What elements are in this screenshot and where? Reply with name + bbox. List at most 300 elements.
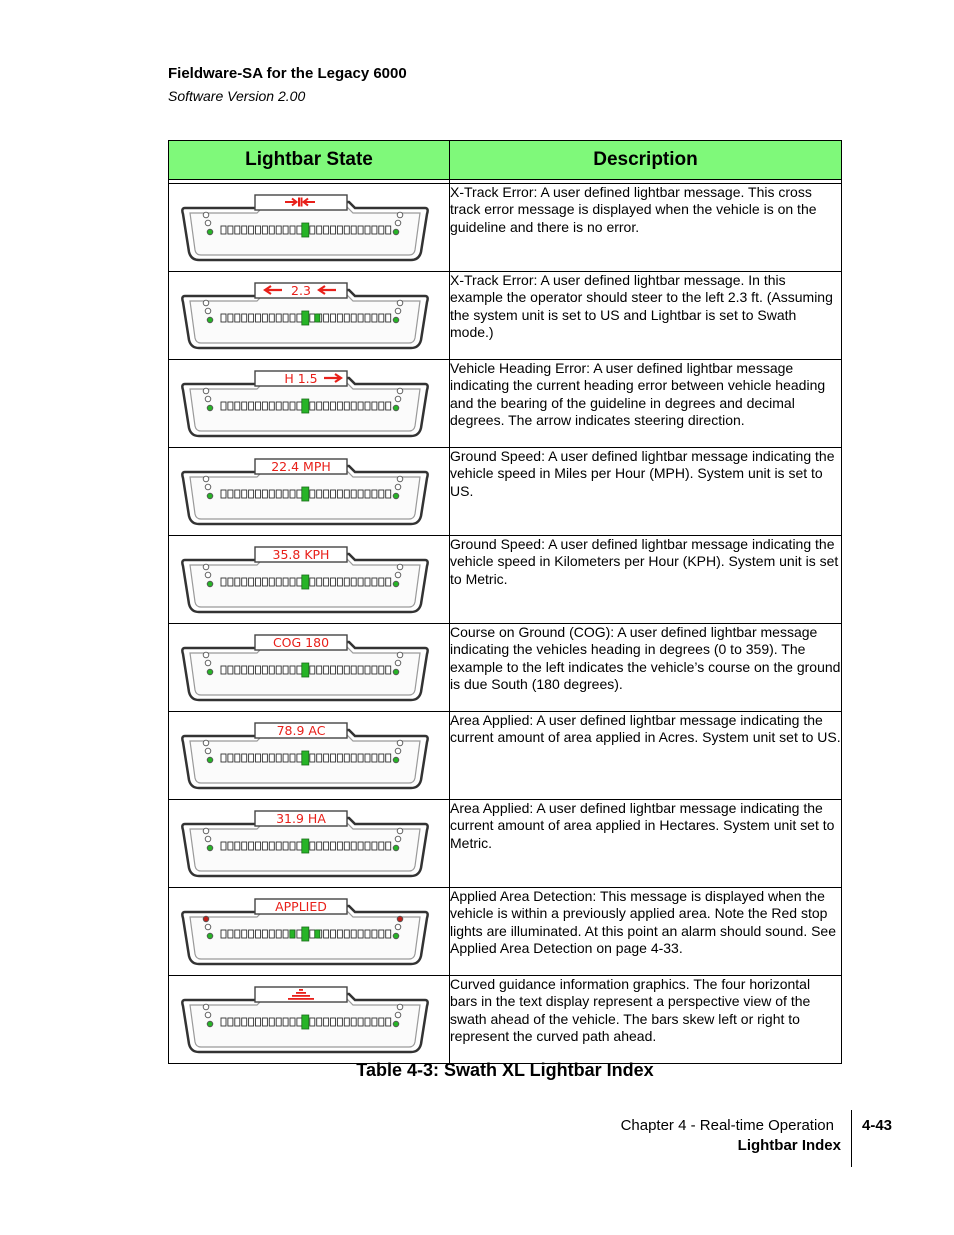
led-lit-left bbox=[290, 930, 295, 938]
led-segment bbox=[351, 226, 356, 234]
description-cell: Ground Speed: A user defined lightbar message indicating the vehicle speed in Kilometers per Hour (KPH). System unit is set to Metric. bbox=[450, 536, 842, 624]
led-segment bbox=[235, 842, 240, 850]
led-segment bbox=[358, 578, 363, 586]
left-green-indicator bbox=[207, 933, 213, 939]
led-segment bbox=[358, 842, 363, 850]
led-segment bbox=[386, 842, 391, 850]
right-stop-light bbox=[397, 1004, 403, 1010]
led-segment bbox=[256, 930, 261, 938]
led-segment bbox=[235, 930, 240, 938]
description-cell: Ground Speed: A user defined lightbar message indicating the vehicle speed in Miles per Hour (MPH). System unit is set to US. bbox=[450, 448, 842, 536]
center-led bbox=[302, 311, 309, 325]
left-green-indicator bbox=[207, 317, 213, 323]
lightbar-graphic bbox=[181, 456, 429, 528]
led-segment bbox=[283, 666, 288, 674]
software-version: Software Version 2.00 bbox=[168, 88, 306, 104]
lightbar-state-cell bbox=[169, 360, 450, 448]
led-segment bbox=[262, 1018, 267, 1026]
led-segment bbox=[269, 930, 274, 938]
left-stop-light bbox=[203, 916, 209, 922]
led-segment bbox=[344, 402, 349, 410]
led-segment bbox=[379, 1018, 384, 1026]
led-segment bbox=[365, 314, 370, 322]
led-segment bbox=[228, 226, 233, 234]
led-segment bbox=[262, 754, 267, 762]
left-stop-light bbox=[203, 652, 209, 658]
led-segment bbox=[297, 578, 302, 586]
led-segment bbox=[283, 402, 288, 410]
led-segment bbox=[249, 402, 254, 410]
left-green-indicator bbox=[207, 229, 213, 235]
column-header-description: Description bbox=[450, 141, 842, 180]
led-segment bbox=[379, 226, 384, 234]
left-stop-light bbox=[203, 476, 209, 482]
led-segment bbox=[310, 842, 315, 850]
led-segment bbox=[290, 666, 295, 674]
led-segment bbox=[269, 666, 274, 674]
led-segment bbox=[379, 754, 384, 762]
led-segment bbox=[262, 314, 267, 322]
led-segment bbox=[331, 402, 336, 410]
left-indicator bbox=[205, 220, 211, 226]
left-stop-light bbox=[203, 212, 209, 218]
description-cell: Curved guidance information graphics. The four horizontal bars in the text display represent a perspective view of the swath ahead of the vehicle. The bars skew left or right to represent the curved path ahead. bbox=[450, 976, 842, 1064]
led-segment bbox=[283, 226, 288, 234]
table-row bbox=[169, 184, 842, 272]
led-segment bbox=[256, 402, 261, 410]
led-segment bbox=[344, 314, 349, 322]
led-segment bbox=[351, 402, 356, 410]
left-stop-light bbox=[203, 828, 209, 834]
led-segment bbox=[386, 314, 391, 322]
table-row bbox=[169, 360, 842, 448]
led-segment bbox=[269, 1018, 274, 1026]
led-segment bbox=[290, 314, 295, 322]
led-segment bbox=[365, 402, 370, 410]
right-stop-light bbox=[397, 564, 403, 570]
table-row bbox=[169, 536, 842, 624]
led-segment bbox=[386, 930, 391, 938]
left-green-indicator bbox=[207, 669, 213, 675]
led-segment bbox=[262, 578, 267, 586]
led-segment bbox=[283, 578, 288, 586]
led-segment bbox=[283, 754, 288, 762]
table-row bbox=[169, 888, 842, 976]
led-segment bbox=[324, 490, 329, 498]
led-segment bbox=[372, 666, 377, 674]
led-segment bbox=[337, 842, 342, 850]
led-segment bbox=[351, 754, 356, 762]
led-segment bbox=[358, 314, 363, 322]
led-segment bbox=[249, 666, 254, 674]
led-segment bbox=[276, 666, 281, 674]
led-segment bbox=[297, 490, 302, 498]
description-cell: X-Track Error: A user defined lightbar message. In this example the operator should steer to the left 2.3 ft. (Assuming the system unit is set to US and Lightbar is set to Swath mode.) bbox=[450, 272, 842, 360]
led-segment bbox=[337, 314, 342, 322]
led-segment bbox=[262, 842, 267, 850]
led-segment bbox=[249, 1018, 254, 1026]
led-segment bbox=[337, 226, 342, 234]
led-segment bbox=[317, 1018, 322, 1026]
lightbar-display-text: COG 180 bbox=[272, 635, 330, 650]
led-segment bbox=[262, 402, 267, 410]
table-row bbox=[169, 976, 842, 1064]
lightbar-graphic bbox=[181, 544, 429, 616]
led-segment bbox=[372, 578, 377, 586]
left-stop-light bbox=[203, 564, 209, 570]
left-indicator bbox=[205, 836, 211, 842]
left-indicator bbox=[205, 924, 211, 930]
led-segment bbox=[337, 402, 342, 410]
led-segment bbox=[221, 842, 226, 850]
led-segment bbox=[276, 842, 281, 850]
lightbar-state-cell bbox=[169, 800, 450, 888]
right-stop-light bbox=[397, 300, 403, 306]
led-segment bbox=[297, 842, 302, 850]
led-segment bbox=[221, 402, 226, 410]
led-segment bbox=[269, 754, 274, 762]
description-cell: Area Applied: A user defined lightbar message indicating the current amount of area applied in Acres. System unit set to US. bbox=[450, 712, 842, 800]
lightbar-graphic bbox=[181, 808, 429, 880]
led-segment bbox=[324, 226, 329, 234]
right-stop-light bbox=[397, 916, 403, 922]
led-segment bbox=[310, 490, 315, 498]
led-segment bbox=[242, 402, 247, 410]
lightbar-display-text: 22.4 MPH bbox=[271, 459, 331, 474]
table-row bbox=[169, 272, 842, 360]
left-green-indicator bbox=[207, 493, 213, 499]
led-segment bbox=[365, 930, 370, 938]
led-segment bbox=[331, 666, 336, 674]
lightbar-display-text: 78.9 AC bbox=[276, 723, 326, 738]
left-green-indicator bbox=[207, 757, 213, 763]
table-row bbox=[169, 712, 842, 800]
led-segment bbox=[351, 578, 356, 586]
lightbar-index-table bbox=[168, 140, 842, 1064]
led-segment bbox=[358, 666, 363, 674]
lightbar-state-cell bbox=[169, 624, 450, 712]
led-segment bbox=[317, 666, 322, 674]
led-segment bbox=[331, 1018, 336, 1026]
led-lit-right bbox=[315, 930, 320, 938]
right-green-indicator bbox=[393, 317, 399, 323]
center-led bbox=[302, 223, 309, 237]
led-segment bbox=[344, 842, 349, 850]
left-stop-light bbox=[203, 1004, 209, 1010]
led-segment bbox=[379, 578, 384, 586]
led-segment bbox=[256, 226, 261, 234]
table-row bbox=[169, 448, 842, 536]
led-segment bbox=[221, 226, 226, 234]
led-segment bbox=[365, 754, 370, 762]
led-segment bbox=[269, 490, 274, 498]
right-indicator bbox=[395, 572, 401, 578]
led-segment bbox=[269, 578, 274, 586]
led-segment bbox=[235, 666, 240, 674]
led-segment bbox=[221, 930, 226, 938]
led-segment bbox=[249, 226, 254, 234]
right-indicator bbox=[395, 396, 401, 402]
led-segment bbox=[324, 1018, 329, 1026]
led-segment bbox=[269, 314, 274, 322]
led-segment bbox=[297, 314, 302, 322]
led-segment bbox=[344, 578, 349, 586]
lightbar-graphic bbox=[181, 984, 429, 1056]
led-segment bbox=[242, 930, 247, 938]
led-segment bbox=[365, 666, 370, 674]
led-segment bbox=[283, 842, 288, 850]
led-segment bbox=[344, 490, 349, 498]
lightbar-display-text: H 1.5 bbox=[284, 371, 318, 386]
led-segment bbox=[249, 490, 254, 498]
page-number: 4-43 bbox=[862, 1117, 893, 1134]
led-segment bbox=[344, 1018, 349, 1026]
led-segment bbox=[386, 754, 391, 762]
led-segment bbox=[276, 754, 281, 762]
led-segment bbox=[331, 842, 336, 850]
led-segment bbox=[249, 930, 254, 938]
led-segment bbox=[256, 754, 261, 762]
led-segment bbox=[386, 490, 391, 498]
led-segment bbox=[310, 314, 315, 322]
led-segment bbox=[276, 930, 281, 938]
led-segment bbox=[262, 490, 267, 498]
center-led bbox=[302, 751, 309, 765]
led-segment bbox=[235, 490, 240, 498]
led-segment bbox=[337, 666, 342, 674]
lightbar-display-text: 2.3 bbox=[291, 283, 311, 298]
led-segment bbox=[249, 842, 254, 850]
led-segment bbox=[386, 578, 391, 586]
right-indicator bbox=[395, 924, 401, 930]
led-segment bbox=[344, 666, 349, 674]
led-segment bbox=[228, 490, 233, 498]
lightbar-graphic bbox=[181, 896, 429, 968]
right-green-indicator bbox=[393, 581, 399, 587]
led-segment bbox=[297, 402, 302, 410]
center-led bbox=[302, 839, 309, 853]
led-segment bbox=[256, 578, 261, 586]
center-led bbox=[302, 927, 309, 941]
led-segment bbox=[310, 402, 315, 410]
right-green-indicator bbox=[393, 933, 399, 939]
led-segment bbox=[290, 754, 295, 762]
footer-chapter: Chapter 4 - Real-time Operation bbox=[620, 1117, 834, 1134]
led-segment bbox=[242, 754, 247, 762]
led-segment bbox=[290, 226, 295, 234]
right-green-indicator bbox=[393, 845, 399, 851]
led-segment bbox=[269, 842, 274, 850]
led-segment bbox=[351, 314, 356, 322]
led-segment bbox=[351, 490, 356, 498]
led-segment bbox=[310, 578, 315, 586]
description-cell: X-Track Error: A user defined lightbar message. This cross track error message is displayed when the vehicle is on the guideline and there is no error. bbox=[450, 184, 842, 272]
column-header-state: Lightbar State bbox=[169, 141, 450, 180]
led-segment bbox=[242, 578, 247, 586]
left-indicator bbox=[205, 1012, 211, 1018]
led-segment bbox=[344, 930, 349, 938]
led-segment bbox=[297, 226, 302, 234]
right-green-indicator bbox=[393, 405, 399, 411]
lightbar-graphic bbox=[181, 720, 429, 792]
led-segment bbox=[351, 666, 356, 674]
left-green-indicator bbox=[207, 845, 213, 851]
led-segment bbox=[242, 842, 247, 850]
left-indicator bbox=[205, 308, 211, 314]
right-indicator bbox=[395, 660, 401, 666]
led-segment bbox=[262, 226, 267, 234]
led-segment bbox=[337, 1018, 342, 1026]
led-segment bbox=[310, 930, 315, 938]
led-segment bbox=[297, 754, 302, 762]
led-segment bbox=[324, 402, 329, 410]
led-segment bbox=[324, 314, 329, 322]
right-green-indicator bbox=[393, 493, 399, 499]
center-led bbox=[302, 399, 309, 413]
led-segment bbox=[242, 666, 247, 674]
lightbar-graphic bbox=[181, 632, 429, 704]
lightbar-state-cell bbox=[169, 888, 450, 976]
led-segment bbox=[228, 578, 233, 586]
led-segment bbox=[358, 1018, 363, 1026]
center-led bbox=[302, 487, 309, 501]
right-stop-light bbox=[397, 212, 403, 218]
led-segment bbox=[290, 402, 295, 410]
led-segment bbox=[297, 930, 302, 938]
left-indicator bbox=[205, 396, 211, 402]
led-segment bbox=[235, 402, 240, 410]
led-segment bbox=[386, 226, 391, 234]
left-indicator bbox=[205, 660, 211, 666]
left-indicator bbox=[205, 572, 211, 578]
led-segment bbox=[276, 314, 281, 322]
led-segment bbox=[256, 666, 261, 674]
led-segment bbox=[290, 842, 295, 850]
led-segment bbox=[283, 314, 288, 322]
led-segment bbox=[379, 402, 384, 410]
right-stop-light bbox=[397, 388, 403, 394]
center-led bbox=[302, 663, 309, 677]
led-segment bbox=[310, 226, 315, 234]
left-stop-light bbox=[203, 388, 209, 394]
led-segment bbox=[276, 490, 281, 498]
led-segment bbox=[317, 842, 322, 850]
lightbar-state-cell bbox=[169, 536, 450, 624]
table-caption: Table 4-3: Swath XL Lightbar Index bbox=[356, 1060, 654, 1080]
led-segment bbox=[228, 314, 233, 322]
led-segment bbox=[317, 578, 322, 586]
left-stop-light bbox=[203, 300, 209, 306]
led-segment bbox=[379, 930, 384, 938]
led-segment bbox=[221, 314, 226, 322]
lightbar-state-cell bbox=[169, 272, 450, 360]
led-segment bbox=[372, 842, 377, 850]
right-indicator bbox=[395, 220, 401, 226]
led-segment bbox=[269, 402, 274, 410]
led-segment bbox=[331, 754, 336, 762]
center-led bbox=[302, 1015, 309, 1029]
led-segment bbox=[358, 490, 363, 498]
led-segment bbox=[337, 578, 342, 586]
right-indicator bbox=[395, 748, 401, 754]
led-segment bbox=[372, 754, 377, 762]
footer-section: Lightbar Index bbox=[737, 1137, 841, 1154]
led-segment bbox=[228, 402, 233, 410]
led-segment bbox=[372, 1018, 377, 1026]
right-stop-light bbox=[397, 828, 403, 834]
led-segment bbox=[221, 578, 226, 586]
led-segment bbox=[372, 226, 377, 234]
led-segment bbox=[256, 1018, 261, 1026]
led-segment bbox=[256, 314, 261, 322]
left-green-indicator bbox=[207, 1021, 213, 1027]
led-segment bbox=[331, 226, 336, 234]
led-segment bbox=[317, 402, 322, 410]
led-segment bbox=[331, 314, 336, 322]
led-segment bbox=[242, 490, 247, 498]
led-segment bbox=[276, 226, 281, 234]
led-segment bbox=[256, 842, 261, 850]
led-segment bbox=[365, 226, 370, 234]
led-segment bbox=[358, 754, 363, 762]
led-segment bbox=[351, 1018, 356, 1026]
led-segment bbox=[276, 402, 281, 410]
table-row bbox=[169, 800, 842, 888]
led-segment bbox=[283, 490, 288, 498]
led-segment bbox=[358, 226, 363, 234]
document-title: Fieldware-SA for the Legacy 6000 bbox=[168, 65, 407, 82]
led-segment bbox=[228, 842, 233, 850]
led-segment bbox=[228, 754, 233, 762]
led-segment bbox=[235, 226, 240, 234]
led-segment bbox=[379, 842, 384, 850]
led-segment bbox=[269, 226, 274, 234]
led-segment bbox=[351, 930, 356, 938]
led-segment bbox=[324, 578, 329, 586]
led-segment bbox=[337, 754, 342, 762]
led-segment bbox=[331, 930, 336, 938]
led-segment bbox=[358, 930, 363, 938]
led-segment bbox=[365, 842, 370, 850]
led-segment bbox=[372, 314, 377, 322]
led-segment bbox=[228, 930, 233, 938]
left-green-indicator bbox=[207, 405, 213, 411]
led-segment bbox=[351, 842, 356, 850]
led-segment bbox=[379, 490, 384, 498]
led-segment bbox=[379, 666, 384, 674]
led-segment bbox=[242, 226, 247, 234]
right-indicator bbox=[395, 308, 401, 314]
led-segment bbox=[297, 666, 302, 674]
description-cell: Vehicle Heading Error: A user defined lightbar message indicating the current heading error between vehicle heading and the bearing of the guideline in degrees and decimal degrees. The arrow indicates steering direction. bbox=[450, 360, 842, 448]
center-led bbox=[302, 575, 309, 589]
lightbar-display-text: 35.8 KPH bbox=[272, 547, 330, 562]
led-segment bbox=[310, 754, 315, 762]
led-segment bbox=[262, 930, 267, 938]
left-indicator bbox=[205, 748, 211, 754]
led-segment bbox=[372, 490, 377, 498]
led-segment bbox=[235, 1018, 240, 1026]
led-segment bbox=[337, 490, 342, 498]
led-segment bbox=[372, 402, 377, 410]
led-segment bbox=[386, 402, 391, 410]
led-segment bbox=[228, 666, 233, 674]
led-segment bbox=[331, 490, 336, 498]
led-segment bbox=[221, 1018, 226, 1026]
led-segment bbox=[317, 226, 322, 234]
led-segment bbox=[276, 578, 281, 586]
led-segment bbox=[249, 314, 254, 322]
